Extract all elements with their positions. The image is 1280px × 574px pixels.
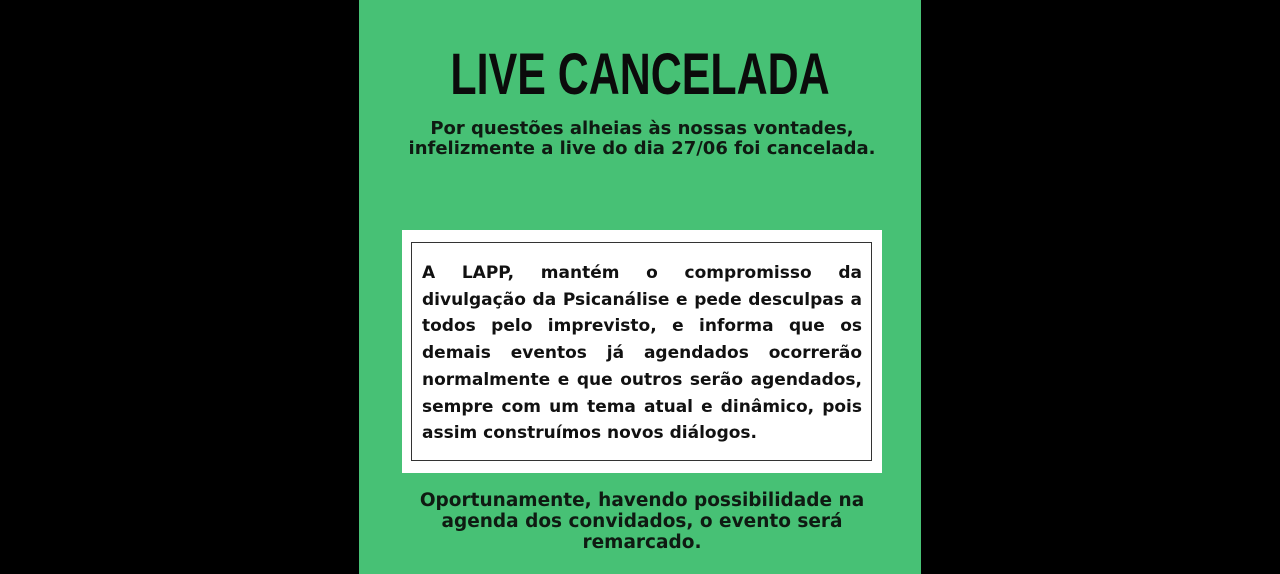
poster-footer: Oportunamente, havendo possibilidade na agenda dos convidados, o evento será remarcado. bbox=[419, 490, 865, 553]
poster-title: LIVE CANCELADA bbox=[450, 42, 830, 107]
announcement-poster bbox=[359, 0, 921, 574]
poster-subtitle: Por questões alheias às nossas vontades, infelizmente a live do dia 27/06 foi cancelada. bbox=[408, 118, 876, 159]
notice-card bbox=[402, 230, 882, 473]
notice-frame bbox=[411, 242, 872, 461]
notice-text: A LAPP, mantém o compromisso da divulgação da Psicanálise e pede desculpas a todos pelo imprevisto, e informa que os demais eventos já agendados ocorrerão normalmente e que outros serão agendados, sempre com um tema atual e dinâmico, pois assim construímos novos diálogos. bbox=[422, 263, 862, 444]
